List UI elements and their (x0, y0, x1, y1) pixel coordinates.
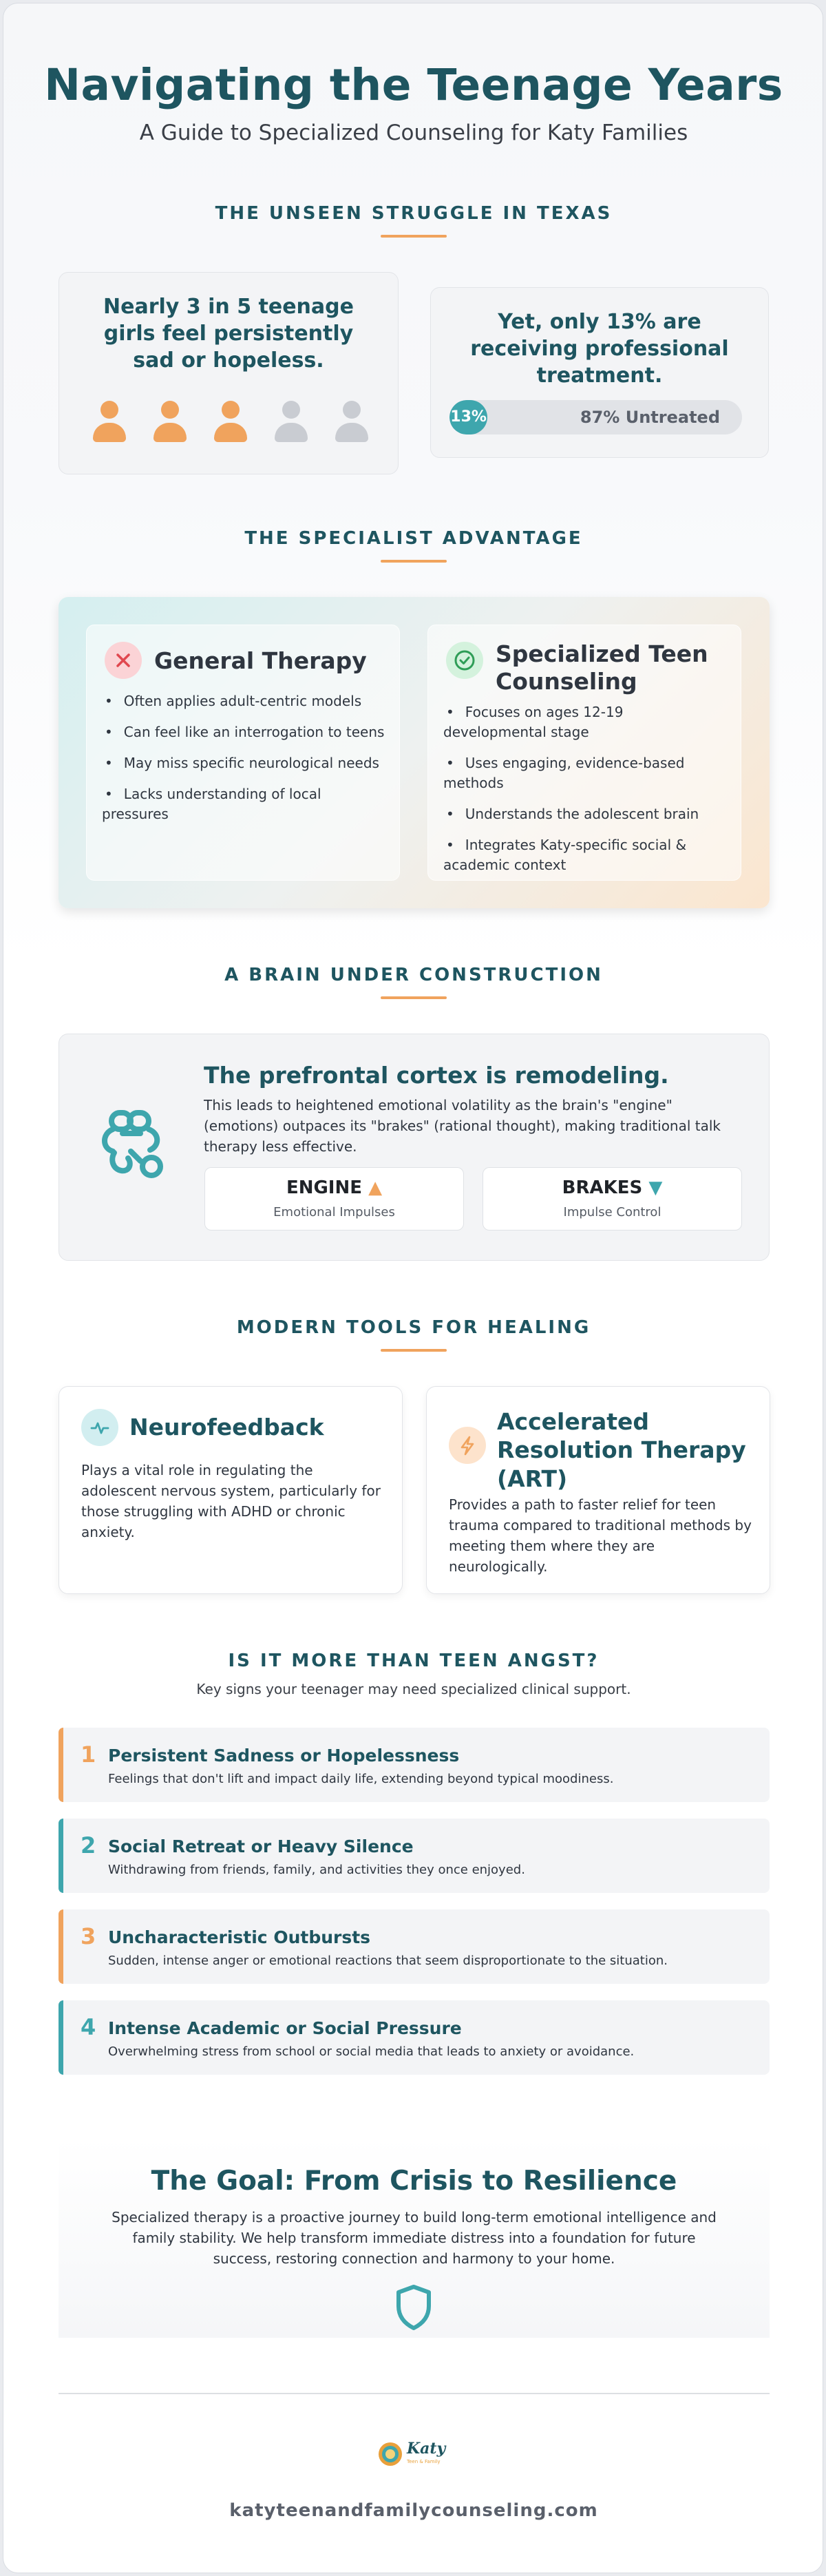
tool-card-neurofeedback (59, 1386, 403, 1594)
brakes-sublabel: Impulse Control (563, 1205, 661, 1219)
engine-label: ENGINE (286, 1177, 362, 1198)
person-icon-filled (91, 401, 128, 442)
sign-description: Sudden, intense anger or emotional reactions that seem disproportionate to the situation. (108, 1954, 668, 1968)
sign-description: Feelings that don't lift and impact daily life, extending beyond typical moodiness. (108, 1772, 614, 1786)
accent-stripe (59, 1728, 63, 1802)
goal-body: Specialized therapy is a proactive journey to build long-term emotional intelligence and family stability. We help transform immediate distress into a foundation for future success, restoring connection and harmony to your home. (112, 2209, 717, 2267)
stat-sadness-text: Nearly 3 in 5 teenage girls feel persistently sad or hopeless. (103, 295, 354, 373)
brain-icon (92, 1103, 168, 1186)
specialized-counseling-title: Specialized Teen Counseling (496, 640, 708, 695)
triangle-up-icon: ▲ (368, 1177, 383, 1198)
treated-bar-fill: 13% (449, 400, 487, 434)
section-divider (381, 1349, 447, 1352)
person-icon-empty (333, 401, 370, 442)
accent-stripe (59, 2000, 63, 2075)
triangle-down-icon: ▼ (648, 1177, 663, 1198)
untreated-label: 87% Untreated (580, 408, 720, 427)
section-divider (381, 235, 447, 238)
pulse-icon (81, 1409, 118, 1446)
person-icon-filled (151, 401, 189, 442)
general-therapy-card (86, 625, 400, 881)
stat-card-sadness (59, 272, 399, 474)
section-title-struggle: THE UNSEEN STRUGGLE IN TEXAS (215, 203, 613, 224)
sign-number: 4 (81, 2014, 96, 2040)
list-item (59, 1909, 770, 1984)
shield-icon (393, 2283, 434, 2332)
logo-wordmark: Katy (407, 2440, 446, 2458)
engine-box (204, 1167, 464, 1231)
specialized-counseling-card (427, 625, 741, 881)
website-link[interactable]: katyteenandfamilycounseling.com (229, 2500, 598, 2521)
person-icon-filled (212, 401, 249, 442)
section-title-brain: A BRAIN UNDER CONSTRUCTION (224, 965, 603, 985)
list-item: • Often applies adult-centric models (102, 691, 385, 711)
goal-section (59, 2138, 770, 2338)
brain-heading: The prefrontal cortex is remodeling. (204, 1062, 669, 1089)
section-title-signs: IS IT MORE THAN TEEN ANGST? (228, 1651, 600, 1671)
footer-divider (59, 2393, 770, 2394)
treatment-progress-bar (449, 400, 742, 434)
tool-description: Provides a path to faster relief for teen trauma compared to traditional methods by meeting them where they are neurologically. (449, 1496, 752, 1575)
person-icon-empty (273, 401, 310, 442)
accent-stripe (59, 1909, 63, 1984)
goal-title: The Goal: From Crisis to Resilience (151, 2166, 677, 2197)
sign-title: Uncharacteristic Outbursts (108, 1927, 371, 1947)
list-item: • Integrates Katy-specific social & academic context (443, 835, 727, 875)
list-item (59, 1728, 770, 1802)
section-divider (381, 560, 447, 563)
page-subtitle: A Guide to Specialized Counseling for Katy Families (139, 121, 688, 145)
list-item: • Understands the adolescent brain (443, 804, 727, 824)
company-logo[interactable] (375, 2438, 452, 2470)
list-item (59, 2000, 770, 2075)
sign-description: Withdrawing from friends, family, and activities they once enjoyed. (108, 1863, 525, 1877)
list-item: • May miss specific neurological needs (102, 753, 385, 773)
sign-title: Intense Academic or Social Pressure (108, 2018, 462, 2038)
section-title-tools: MODERN TOOLS FOR HEALING (236, 1317, 591, 1338)
sign-number: 1 (81, 1741, 96, 1768)
sign-number: 3 (81, 1923, 96, 1949)
tool-title: Accelerated Resolution Therapy (ART) (497, 1408, 746, 1492)
general-therapy-title: General Therapy (154, 647, 367, 674)
infographic-page (3, 3, 823, 2573)
tool-title: Neurofeedback (129, 1414, 324, 1441)
brakes-box (483, 1167, 742, 1231)
check-circle-icon (446, 642, 483, 679)
list-item: • Uses engaging, evidence-based methods (443, 753, 727, 793)
signs-intro: Key signs your teenager may need specialized clinical support. (196, 1681, 631, 1697)
logo-subtext: Teen & Family (407, 2459, 441, 2464)
sign-number: 2 (81, 1832, 96, 1858)
comparison-panel (59, 597, 770, 908)
list-item: • Focuses on ages 12-19 developmental stage (443, 702, 727, 742)
sign-title: Persistent Sadness or Hopelessness (108, 1746, 460, 1766)
lightning-icon (449, 1427, 486, 1464)
list-item: • Lacks understanding of local pressures (102, 784, 385, 824)
sign-description: Overwhelming stress from school or social media that leads to anxiety or avoidance. (108, 2044, 635, 2059)
brain-body: This leads to heightened emotional volatility as the brain's "engine" (emotions) outpaces its "brakes" (rational thought), making traditional talk therapy less effective. (204, 1097, 721, 1155)
general-therapy-list (102, 691, 385, 835)
stat-treatment-text: Yet, only 13% are receiving professional treatment. (470, 310, 729, 388)
engine-sublabel: Emotional Impulses (273, 1205, 395, 1219)
brakes-label: BRAKES (562, 1177, 643, 1198)
accent-stripe (59, 1819, 63, 1893)
list-item (59, 1819, 770, 1893)
tool-card-art (426, 1386, 770, 1594)
tool-description: Plays a vital role in regulating the adolescent nervous system, particularly for those struggling with ADHD or chronic anxiety. (81, 1462, 381, 1540)
sign-title: Social Retreat or Heavy Silence (108, 1836, 414, 1856)
section-divider (381, 996, 447, 999)
page-title: Navigating the Teenage Years (44, 60, 783, 110)
x-icon (105, 642, 142, 679)
list-item: • Can feel like an interrogation to teens (102, 722, 385, 742)
specialized-counseling-list (443, 702, 727, 886)
section-title-advantage: THE SPECIALIST ADVANTAGE (244, 528, 583, 549)
